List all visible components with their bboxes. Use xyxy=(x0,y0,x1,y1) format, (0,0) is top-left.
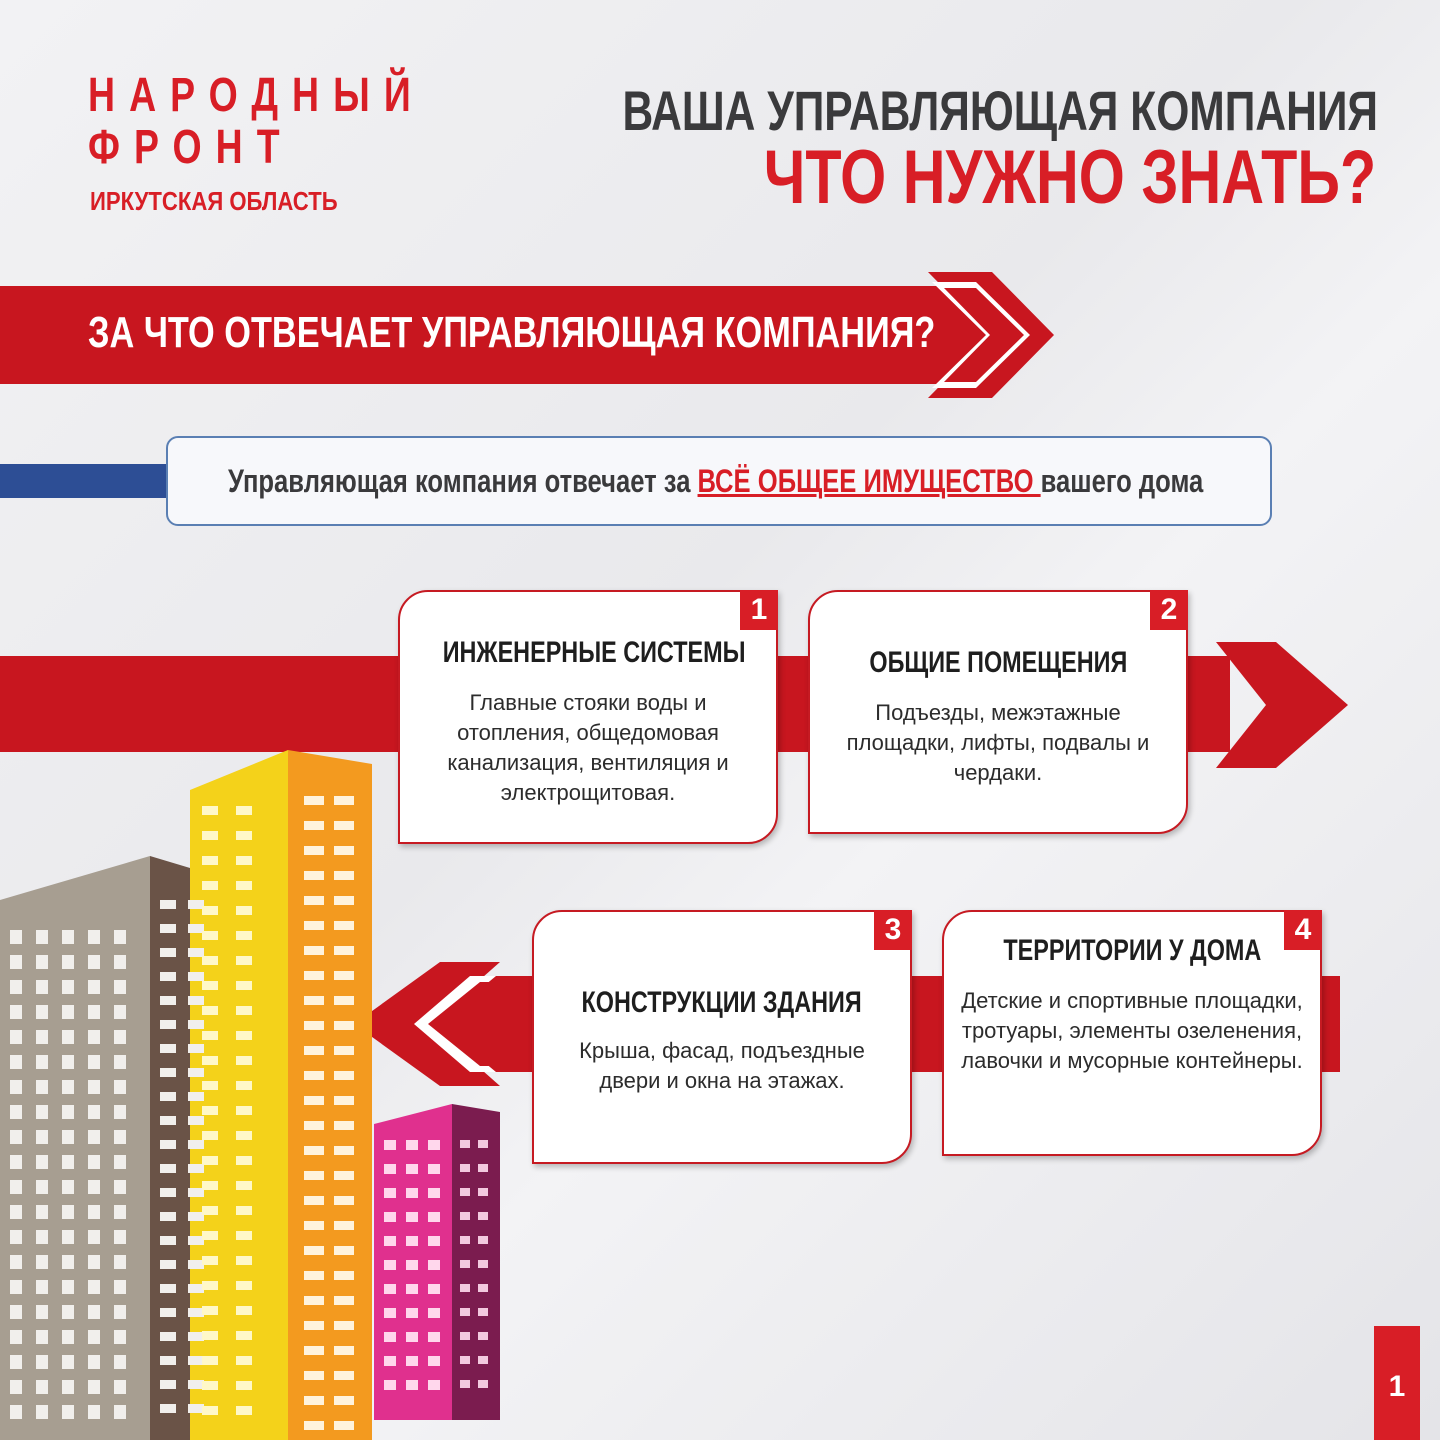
headline-line-2: ЧТО НУЖНО ЗНАТЬ? xyxy=(763,135,1376,220)
card-body: Главные стояки воды и отопления, общедомовая канализация, вентиляция и электрощитовая. xyxy=(447,690,729,805)
card-number: 2 xyxy=(1150,590,1188,630)
info-text xyxy=(228,463,1203,500)
info-text-before: Управляющая компания отвечает за xyxy=(228,463,698,499)
page-number: 1 xyxy=(1388,1370,1406,1403)
info-text-after: вашего дома xyxy=(1040,463,1204,499)
info-pointer-bar xyxy=(0,464,180,498)
card-body: Крыша, фасад, подъездные двери и окна на этажах. xyxy=(579,1038,865,1093)
card-title: ТЕРРИТОРИИ У ДОМА xyxy=(1003,934,1261,967)
card-title: ИНЖЕНЕРНЫЕ СИСТЕМЫ xyxy=(442,636,746,669)
card-number: 4 xyxy=(1284,910,1322,950)
logo-region: ИРКУТСКАЯ ОБЛАСТЬ xyxy=(90,186,338,216)
card-number: 3 xyxy=(874,910,912,950)
info-highlight: ВСЁ ОБЩЕЕ ИМУЩЕСТВО xyxy=(697,463,1041,499)
card-adjacent-territory xyxy=(942,910,1322,1156)
card-body: Детские и спортивные площадки, тротуары, элементы озеленения, лавочки и мусорные контейнеры. xyxy=(961,988,1303,1073)
card-number: 1 xyxy=(740,590,778,630)
card-engineering-systems xyxy=(398,590,778,844)
card-common-premises xyxy=(808,590,1188,834)
card-title: КОНСТРУКЦИИ ЗДАНИЯ xyxy=(581,986,863,1019)
banner-title: ЗА ЧТО ОТВЕЧАЕТ УПРАВЛЯЮЩАЯ КОМПАНИЯ? xyxy=(88,308,936,357)
card-body: Подъезды, межэтажные площадки, лифты, подвалы и чердаки. xyxy=(846,700,1150,785)
headline-line-1: ВАША УПРАВЛЯЮЩАЯ КОМПАНИЯ xyxy=(622,79,1378,142)
card-title: ОБЩИЕ ПОМЕЩЕНИЯ xyxy=(869,646,1127,679)
logo-line-2: ФРОНТ xyxy=(88,121,294,174)
logo-line-1: НАРОДНЫЙ xyxy=(88,69,425,122)
card-building-structures xyxy=(532,910,912,1164)
